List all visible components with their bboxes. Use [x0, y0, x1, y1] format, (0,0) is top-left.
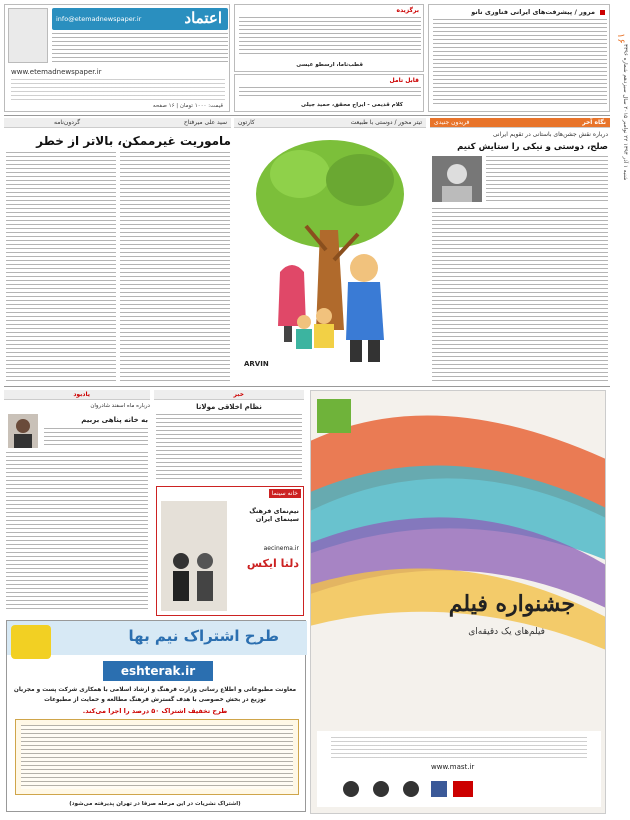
- cinema-site[interactable]: aecinema.ir: [263, 545, 299, 552]
- quote-box: [234, 74, 424, 112]
- cinema-title: نیم‌نمای فرهنگ سینمای ایران: [249, 507, 299, 523]
- festival-poster[interactable]: [310, 390, 606, 814]
- notes2-bar-label: خبر: [233, 391, 244, 398]
- news-bullet: [600, 10, 605, 15]
- notes-body: [44, 428, 148, 448]
- quote-label: قابل تامل: [389, 77, 419, 84]
- sub-badge: [11, 625, 51, 659]
- cartoon-artist: ARVIN: [244, 360, 269, 368]
- notes2-headline: نظام اخلاقی مولانا: [196, 403, 262, 411]
- sub-body3: طرح تخفیف اشتراک ۵۰ درصد را اجرا می‌کند.: [82, 707, 228, 715]
- op-body: [6, 152, 116, 382]
- masthead-site[interactable]: www.etemadnewspaper.ir: [11, 68, 102, 76]
- op-bar-label: گردون‌نامه: [54, 119, 81, 126]
- cinema-big: دلتا ایکس: [246, 557, 299, 570]
- masthead-footer: قیمت: ۱۰۰۰ تومان | ۱۶ صفحه: [152, 103, 223, 109]
- page-number: ۱۶: [615, 33, 626, 44]
- main-author: فریدون جنیدی: [434, 119, 470, 126]
- main-headline: صلح، دوستی و نیکی را ستایش کنیم: [457, 142, 608, 152]
- news-box: [428, 4, 610, 112]
- notes-headline: به خانه پناهی بربیم: [81, 416, 148, 424]
- sub-body1: معاونت مطبوعاتی و اطلاع رسانی وزارت فرهنگ و ارشاد اسلامی با همکاری شرکت پست و مجریان: [13, 687, 297, 693]
- burgozide-box: [234, 4, 424, 72]
- subscription-ad[interactable]: [6, 620, 306, 812]
- sub-title: طرح اشتراک نیم بها: [128, 627, 279, 645]
- cinema-header: خانه سینما: [269, 489, 301, 498]
- op-body-2: [120, 152, 230, 382]
- cinema-ad[interactable]: [156, 486, 304, 616]
- op-headline: ماموریت غیرممکن، بالاتر از خطر: [36, 134, 231, 148]
- main-body-a: [486, 156, 608, 204]
- sub-footer: (اشتراک نشریات در این مرحله صرفا در تهران پذیرفته می‌شود): [69, 801, 241, 807]
- dateline: شنبه ۱ آذر ۱۳۹۴ ۲۲ نوامبر ۲۰۱۵ سال سیزدهم شماره ۳۳۹۶: [622, 44, 628, 181]
- masthead: [4, 4, 230, 112]
- cinema-image: [161, 501, 227, 611]
- main-kicker: درباره نقش جشن‌های باستانی در تقویم ایرانی: [492, 131, 608, 138]
- poster-site[interactable]: www.mast.ir: [431, 763, 475, 771]
- notes-photo: [8, 414, 38, 448]
- burgozide-label: برگزیده: [396, 7, 419, 14]
- notes-bar-label: یادبود: [73, 391, 90, 398]
- burgozide-signature: قطب‌ناما، ارسطو عیسی: [296, 62, 363, 68]
- sub-body2: توزیع در بخش خصوصی با هدف گسترش فرهنگ مطالعه و حمایت از مطبوعات: [44, 697, 266, 703]
- cartoon-caption: تیتر محور / دوستی با طبیعت: [350, 119, 422, 126]
- sub-site[interactable]: eshterak.ir: [103, 661, 213, 681]
- author-photo: [432, 156, 482, 202]
- masthead-thumbnail: [8, 8, 48, 63]
- main-bar-label: نگاه آخر: [582, 119, 606, 126]
- op-author: سید علی میرفتاح: [183, 119, 227, 126]
- news-headline: مرور / پیشرفت‌های ایرانی فناوری نانو: [471, 8, 595, 16]
- notes2-body: [156, 414, 302, 482]
- main-body-b: [432, 208, 608, 382]
- notes-body-2: [6, 452, 148, 612]
- notes-intro: درباره ماه اسفند شادروان: [90, 403, 150, 409]
- cartoon-illustration: [234, 130, 426, 382]
- poster-line2: فیلم‌های یک دقیقه‌ای: [468, 627, 545, 637]
- poster-line1: جشنواره فیلم: [448, 591, 575, 617]
- masthead-email[interactable]: info@etemadnewspaper.ir: [56, 15, 142, 23]
- quote-signature: کلام قدیمی - ایراج محقق، حمید جیلی: [301, 102, 403, 108]
- cartoon-bar-label: کارتون: [238, 119, 255, 126]
- masthead-logo: اعتماد: [184, 9, 222, 27]
